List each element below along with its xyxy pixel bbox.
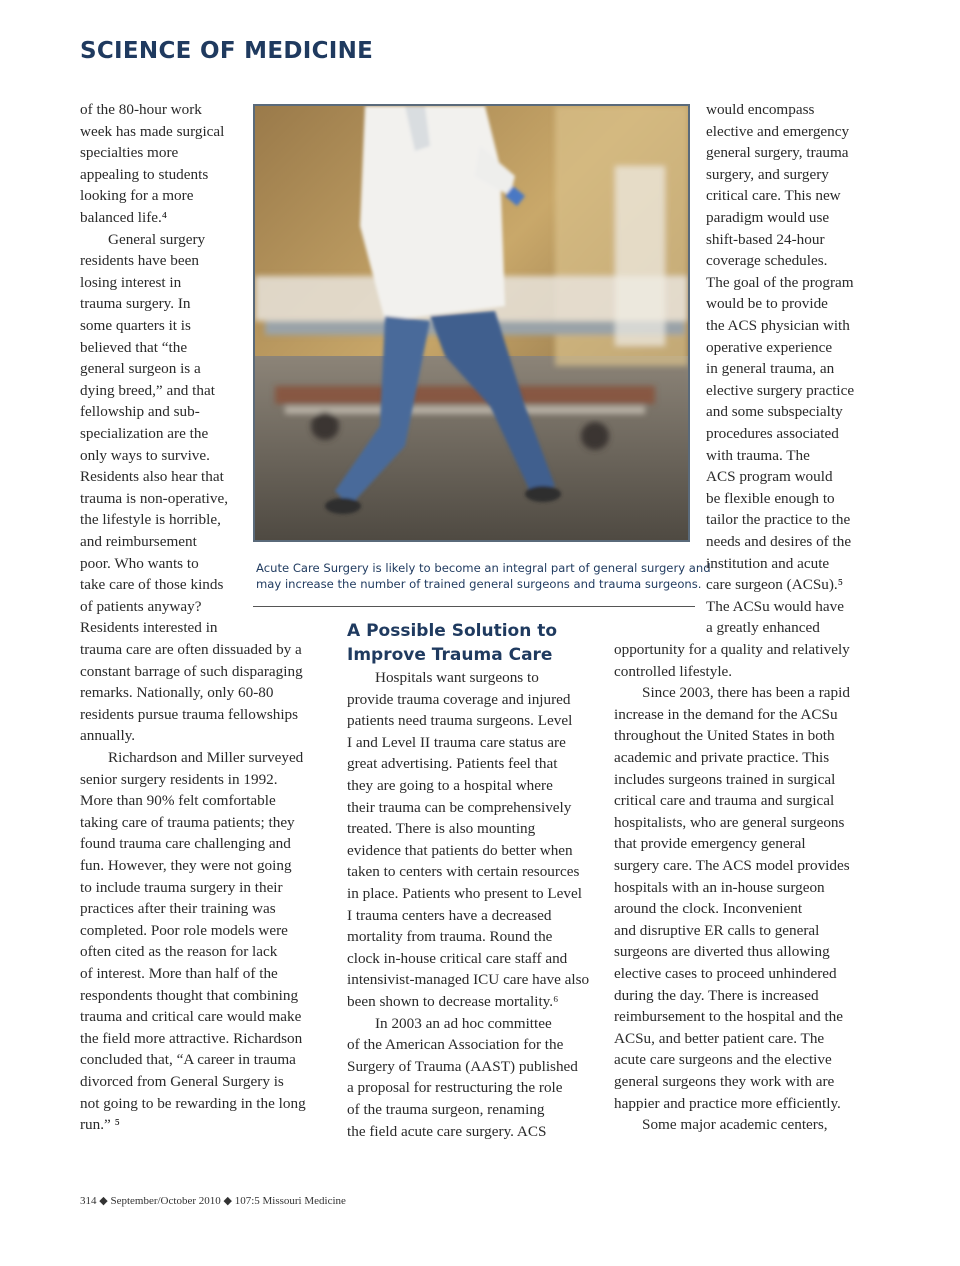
col2-line: clock in-house critical care staff and	[347, 949, 568, 967]
col2-line: intensivist-managed ICU care have also	[347, 971, 590, 989]
col1-line: to include trauma surgery in their	[80, 878, 283, 896]
col3-line: reimbursement to the hospital and the	[614, 1008, 844, 1026]
col3-line: shift-based 24-hour	[706, 230, 825, 248]
col3-line: that provide emergency general	[614, 835, 806, 853]
col2-line: I trauma centers have a decreased	[347, 906, 552, 924]
col1-line: trauma and critical care would make	[80, 1008, 302, 1026]
col1-line: looking for a more	[80, 187, 194, 205]
col3-line: Since 2003, there has been a rapid	[642, 684, 850, 702]
col1-line: believed that “the	[80, 338, 188, 356]
col3-line: institution and acute	[706, 554, 830, 572]
photo-stretcher-icon	[255, 106, 688, 540]
col2-line: Surgery of Trauma (AAST) published	[347, 1057, 578, 1075]
col3-line: the ACS physician with	[706, 317, 850, 334]
col1-line: of the 80-hour work	[80, 101, 202, 118]
col3-line: ACS program would	[706, 468, 833, 486]
col3-line: and disruptive ER calls to general	[614, 921, 820, 939]
col3-line: general surgery, trauma	[706, 144, 849, 162]
col1-line: practices after their training was	[80, 900, 276, 918]
col3-line: surgeons are diverted thus allowing	[614, 943, 830, 961]
col2-line: provide trauma coverage and injured	[347, 690, 571, 708]
col3-line: needs and desires of the	[706, 533, 852, 550]
col1-line: fellowship and sub-	[80, 403, 200, 421]
col1-line: week has made surgical	[80, 122, 225, 140]
col2-line: mortality from trauma. Round the	[347, 928, 553, 946]
col3-line: ACSu, and better patient care. The	[614, 1029, 825, 1047]
col3-line: a greatly enhanced	[706, 619, 820, 637]
section-header: SCIENCE OF MEDICINE	[80, 38, 374, 64]
col1-line: appealing to students	[80, 165, 209, 183]
col1-line: the field more attractive. Richardson	[80, 1029, 303, 1047]
col3-line: acute care surgeons and the elective	[614, 1051, 832, 1069]
col1-line: losing interest in	[80, 273, 182, 291]
col3-line: coverage schedules.	[706, 252, 828, 270]
col2-line: of the trauma surgeon, renaming	[347, 1101, 545, 1118]
col1-line: taking care of trauma patients; they	[80, 813, 295, 831]
col3-line: tailor the practice to the	[706, 511, 851, 529]
col1-line: not going to be rewarding in the long	[80, 1094, 306, 1112]
col3-line: The ACSu would have	[706, 597, 844, 615]
page-footer: 314 ◆ September/October 2010 ◆ 107:5 Missouri Medicine	[80, 1195, 346, 1207]
col1-line: only ways to survive.	[80, 446, 210, 464]
col1-line: trauma is non-operative,	[80, 489, 229, 507]
caption-divider	[253, 606, 695, 607]
col2-line: the field acute care surgery. ACS	[347, 1122, 547, 1140]
figure-caption-line-2: may increase the number of trained general surgeons and trauma surgeons.	[256, 577, 702, 591]
col2-line: taken to centers with certain resources	[347, 863, 580, 881]
col3-line: elective surgery practice	[706, 381, 855, 399]
col3-line: surgery care. The ACS model provides	[614, 857, 850, 874]
col1-line: senior surgery residents in 1992.	[80, 770, 278, 788]
col2-line: a proposal for restructuring the role	[347, 1079, 563, 1097]
col3-line: around the clock. Inconvenient	[614, 900, 803, 918]
col1-line: constant barrage of such disparaging	[80, 662, 303, 680]
col3-line: hospitals with an in-house surgeon	[614, 878, 825, 896]
col2-line: In 2003 an ad hoc committee	[375, 1014, 552, 1032]
col3-line: operative experience	[706, 338, 833, 356]
col3-line: critical care. This new	[706, 187, 841, 205]
col1-line: respondents thought that combining	[80, 986, 299, 1004]
col1-line: residents have been	[80, 252, 199, 270]
col3-line: elective cases to proceed unhindered	[614, 965, 837, 982]
col3-line: opportunity for a quality and relatively	[614, 641, 850, 658]
col3-line: with trauma. The	[706, 446, 810, 464]
col1-line: residents pursue trauma fellowships	[80, 705, 299, 723]
col1-line: poor. Who wants to	[80, 554, 199, 572]
col2-line: Hospitals want surgeons to	[375, 669, 539, 686]
col2-line: treated. There is also mounting	[347, 820, 536, 838]
col3-line: throughout the United States in both	[614, 727, 835, 745]
col3-line: during the day. There is increased	[614, 986, 819, 1004]
col1-line: specialization are the	[80, 425, 209, 442]
col1-line: Residents interested in	[80, 619, 218, 637]
col1-line: the lifestyle is horrible,	[80, 511, 221, 529]
col1-line: run.” ⁵	[80, 1116, 120, 1134]
col1-line: of patients anyway?	[80, 597, 202, 615]
col1-line: dying breed,” and that	[80, 381, 215, 399]
col1-line: and reimbursement	[80, 533, 197, 550]
col1-line: specialties more	[80, 144, 179, 162]
col1-line: Residents also hear that	[80, 468, 224, 486]
col3-line: includes surgeons trained in surgical	[614, 770, 836, 788]
col3-line: would encompass	[706, 101, 815, 118]
col1-line: take care of those kinds	[80, 576, 224, 594]
col3-line: in general trauma, an	[706, 360, 835, 378]
col2-line: in place. Patients who present to Level	[347, 885, 582, 902]
col3-line: and some subspecialty	[706, 403, 843, 421]
figure-caption-line-1: Acute Care Surgery is likely to become an integral part of general surgery and	[256, 561, 711, 575]
col3-line: procedures associated	[706, 425, 839, 442]
col3-line: be flexible enough to	[706, 489, 835, 507]
col1-line: often cited as the reason for lack	[80, 943, 278, 961]
col1-line: of interest. More than half of the	[80, 965, 278, 982]
col1-line: found trauma care challenging and	[80, 835, 291, 853]
col1-line: general surgeon is a	[80, 360, 201, 378]
col1-line: More than 90% felt comfortable	[80, 792, 276, 810]
col3-line: The goal of the program	[706, 273, 854, 291]
col1-line: Richardson and Miller surveyed	[108, 749, 304, 766]
col3-line: controlled lifestyle.	[614, 662, 733, 680]
col1-line: fun. However, they were not going	[80, 857, 292, 874]
col2-line: their trauma can be comprehensively	[347, 798, 572, 816]
col3-line: increase in the demand for the ACSu	[614, 705, 838, 723]
col1-line: trauma surgery. In	[80, 295, 191, 313]
col2-line: patients need trauma surgeons. Level	[347, 712, 573, 730]
col3-line: elective and emergency	[706, 122, 850, 140]
col3-line: care surgeon (ACSu).⁵	[706, 576, 844, 594]
col3-line: general surgeons they work with are	[614, 1073, 835, 1090]
col2-line: evidence that patients do better when	[347, 841, 573, 859]
col3-line: Some major academic centers,	[642, 1116, 828, 1134]
subhead-line-1: A Possible Solution to	[347, 621, 558, 641]
col1-line: remarks. Nationally, only 60-80	[80, 684, 274, 702]
col1-line: completed. Poor role models were	[80, 921, 288, 939]
col2-line: I and Level II trauma care status are	[347, 733, 566, 751]
col3-line: surgery, and surgery	[706, 165, 829, 183]
col3-line: happier and practice more efficiently.	[614, 1094, 841, 1112]
col3-line: paradigm would use	[706, 209, 830, 226]
col3-line: critical care and trauma and surgical	[614, 792, 835, 810]
col1-line: annually.	[80, 727, 136, 745]
col2-line: great advertising. Patients feel that	[347, 755, 558, 773]
figure-photo	[253, 104, 690, 542]
col1-line: divorced from General Surgery is	[80, 1073, 284, 1090]
col3-line: academic and private practice. This	[614, 749, 830, 766]
subhead-line-2: Improve Trauma Care	[347, 645, 553, 665]
col1-line: concluded that, “A career in trauma	[80, 1051, 296, 1069]
col2-line: of the American Association for the	[347, 1036, 564, 1054]
col1-line: General surgery	[108, 230, 206, 248]
col1-line: balanced life.⁴	[80, 209, 168, 226]
col1-line: some quarters it is	[80, 317, 191, 334]
col1-line: trauma care are often dissuaded by a	[80, 641, 302, 658]
col3-line: hospitalists, who are general surgeons	[614, 813, 845, 831]
col2-line: been shown to decrease mortality.⁶	[347, 993, 559, 1010]
col3-line: would be to provide	[706, 295, 828, 313]
col2-line: they are going to a hospital where	[347, 777, 553, 794]
